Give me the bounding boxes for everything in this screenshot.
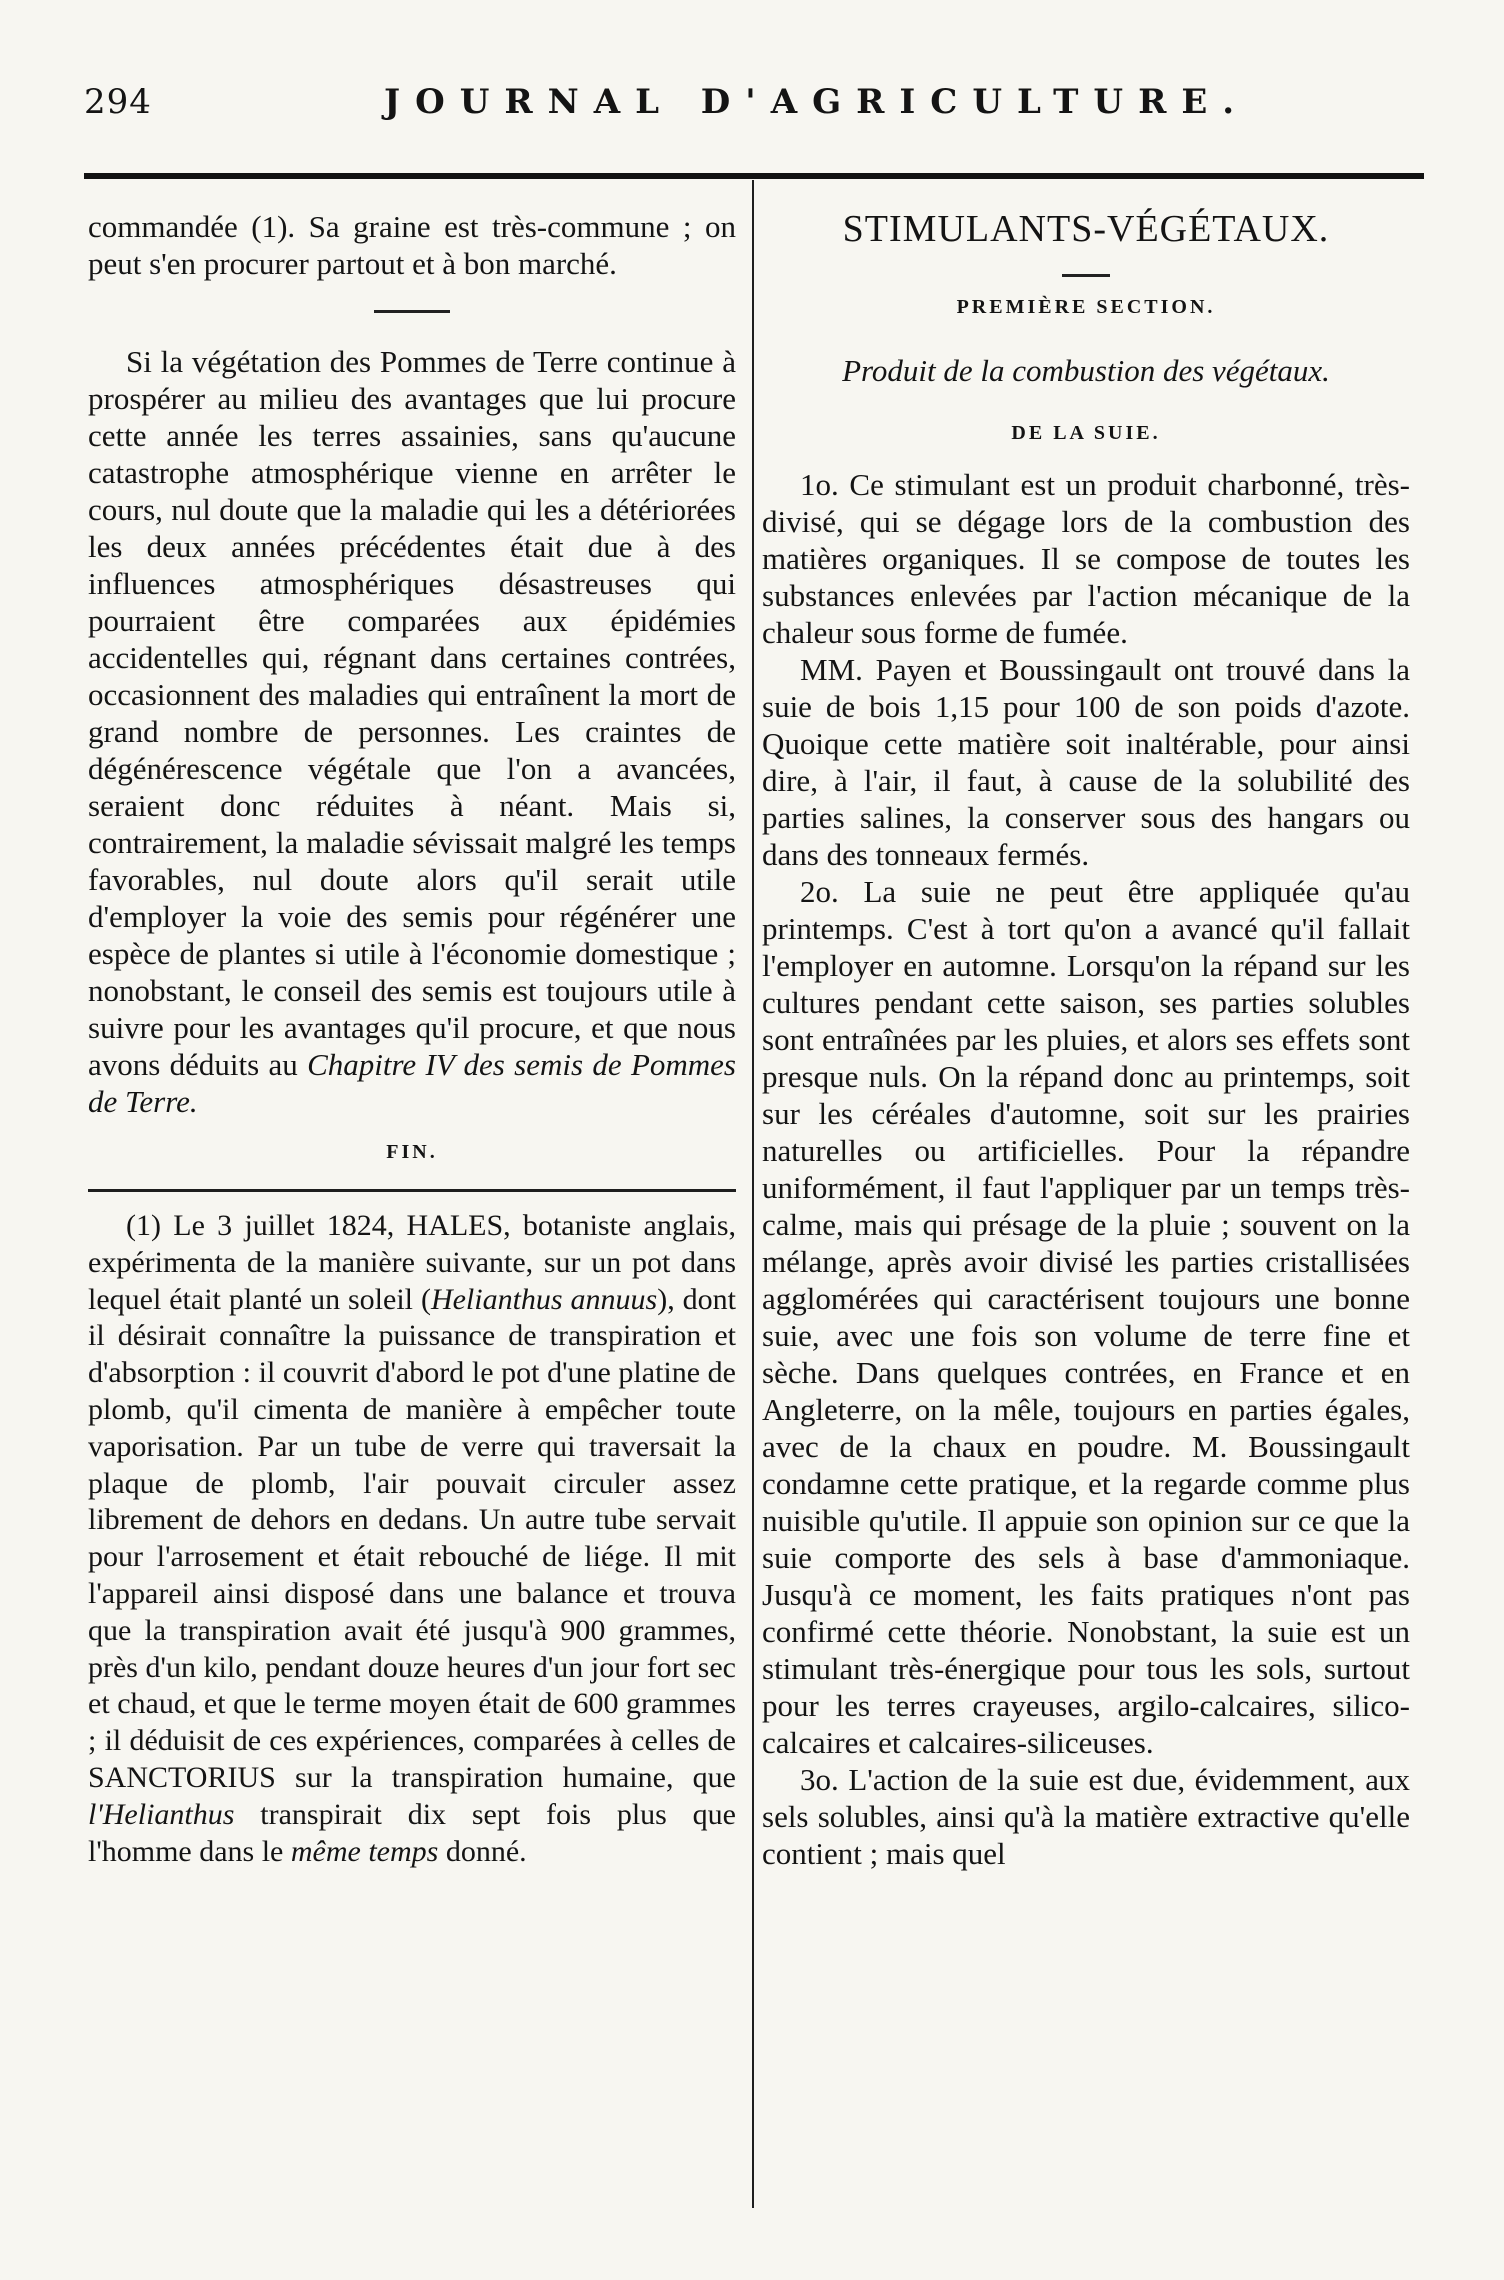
fin-label: FIN. — [386, 1141, 438, 1163]
left-paragraph-2-text: Si la végétation des Pommes de Terre continue à prospérer au milieu des avantages que lui procure cette année les terres assainies, sans qu'aucune catastrophe atmosphérique vienne en arrêter le cours, nul doute que la maladie qui les a détériorées les deux années précédentes était due à des influences atmosphériques désastreuses qui pourraient être comparées aux épidémies accidentelles qui, régnant dans certaines contrées, occasionnent des maladies qui entraînent la mort de grand nombre de personnes. Les craintes de dégénérescence végétale que l'on a avancées, seraient donc réduites à néant. Mais si, contrairement, la maladie sévissait malgré les temps favorables, nul doute alors qu'il serait utile d'employer la voie des semis pour régénérer une espèce de plantes si utile à l'économie domestique ; nonobstant, le conseil des semis est toujours utile à suivre pour les avantages qu'il procure, et que nous avons déduits au — [88, 344, 736, 1082]
section-label: PREMIÈRE SECTION. — [956, 296, 1216, 318]
right-paragraph-4: 3o. L'action de la suie est due, évidemment, aux sels solubles, ainsi qu'à la matière extractive qu'elle contient ; mais quel — [762, 1762, 1410, 1871]
footnote-text-c: transpirait dix sept fois plus que l'homme dans le — [88, 1797, 736, 1868]
left-paragraph-1: commandée (1). Sa graine est très-commune ; on peut s'en procurer partout et à bon marché. — [88, 209, 736, 281]
page-header — [84, 82, 1324, 132]
footnote-plant-name: Helianthus annuus — [430, 1282, 658, 1316]
running-title: JOURNAL D'AGRICULTURE. — [384, 82, 1250, 122]
chapter-reference: Chapitre IV des semis de Pommes de Terre. — [88, 1047, 736, 1119]
right-column — [762, 202, 1410, 1872]
left-paragraph-2 — [88, 343, 736, 1120]
separator-rule — [374, 310, 450, 313]
header-rule — [84, 173, 1424, 179]
footnote-rule — [88, 1189, 736, 1192]
footnote-text-b: ), dont il désirait connaître la puissance de transpiration et d'absorption : il couvrit d'abord le pot d'une platine de plomb, qu'il cimenta de manière à empêcher toute vaporisation. Par un tube de verre qui traversait la plaque de plomb, l'air pouvait circuler assez librement de dehors en dedans. Un autre tube servait pour l'arrosement et était rebouché de liége. Il mit l'appareil ainsi disposé dans une balance et trouva que la transpiration avait été jusqu'à 900 grammes, près d'un kilo, pendant douze heures d'un jour fort sec et chaud, et que le terme moyen était de 600 grammes ; il déduisit de ces expériences, comparées à celles de SANCTORIUS sur la transpiration humaine, que — [88, 1282, 736, 1794]
footnote-text-a: (1) Le 3 juillet 1824, HALES, botaniste anglais, expérimenta de la manière suivante, sur un pot dans lequel était planté un soleil ( — [88, 1209, 736, 1316]
footnote-text-d: donné. — [445, 1834, 527, 1868]
title-dash — [1062, 274, 1110, 277]
footnote-same-time: même temps — [290, 1834, 439, 1868]
page-number: 294 — [84, 82, 152, 122]
footnote-plant-name-2: l'Helianthus — [88, 1797, 235, 1831]
left-column — [88, 208, 736, 1870]
right-paragraph-3: 2o. La suie ne peut être appliquée qu'au printemps. C'est à tort qu'on a avancé qu'il fallait l'employer en automne. Lorsqu'on la répand sur les cultures pendant cette saison, ses parties solubles sont entraînées par les pluies, et alors ses effets sont presque nuls. On la répand donc au printemps, soit sur les céréales d'automne, soit sur les prairies naturelles ou artificielles. Pour la répandre uniformément, il faut l'appliquer par un temps très-calme, mais qui présage de la pluie ; souvent on la mélange, après avoir divisé les parties cristallisées agglomérées qui caractérisent toujours une bonne suie, avec une fois son volume de terre fine et sèche. Dans quelques contrées, en France et en Angleterre, on la mêle, toujours en parties égales, avec de la chaux en poudre. M. Boussingault condamne cette pratique, et la regarde comme plus nuisible qu'utile. Il appuie son opinion sur ce que la suie comporte des sels à base d'ammoniaque. Jusqu'à ce moment, les faits pratiques n'ont pas confirmé cette théorie. Nonobstant, la suie est un stimulant très-énergique pour tous les sols, surtout pour les terres crayeuses, argilo-calcaires, silico-calcaires et calcaires-siliceuses. — [762, 874, 1410, 1760]
article-title: STIMULANTS-VÉGÉTAUX. — [842, 208, 1330, 250]
right-paragraph-2: MM. Payen et Boussingault ont trouvé dans la suie de bois 1,15 pour 100 de son poids d'azote. Quoique cette matière soit inaltérable, pour ainsi dire, à l'air, il faut, à cause de la solubilité des parties salines, la conserver sous des hangars ou dans des tonneaux fermés. — [762, 652, 1410, 872]
column-divider — [752, 180, 754, 2208]
footnote — [88, 1208, 736, 1870]
subsection-heading: DE LA SUIE. — [1011, 422, 1161, 444]
right-paragraph-1: 1o. Ce stimulant est un produit charbonné, très-divisé, qui se dégage lors de la combustion des matières organiques. Il se compose de toutes les substances enlevées par l'action mécanique de la chaleur sous forme de fumée. — [762, 467, 1410, 650]
section-heading: Produit de la combustion des végétaux. — [842, 353, 1330, 388]
